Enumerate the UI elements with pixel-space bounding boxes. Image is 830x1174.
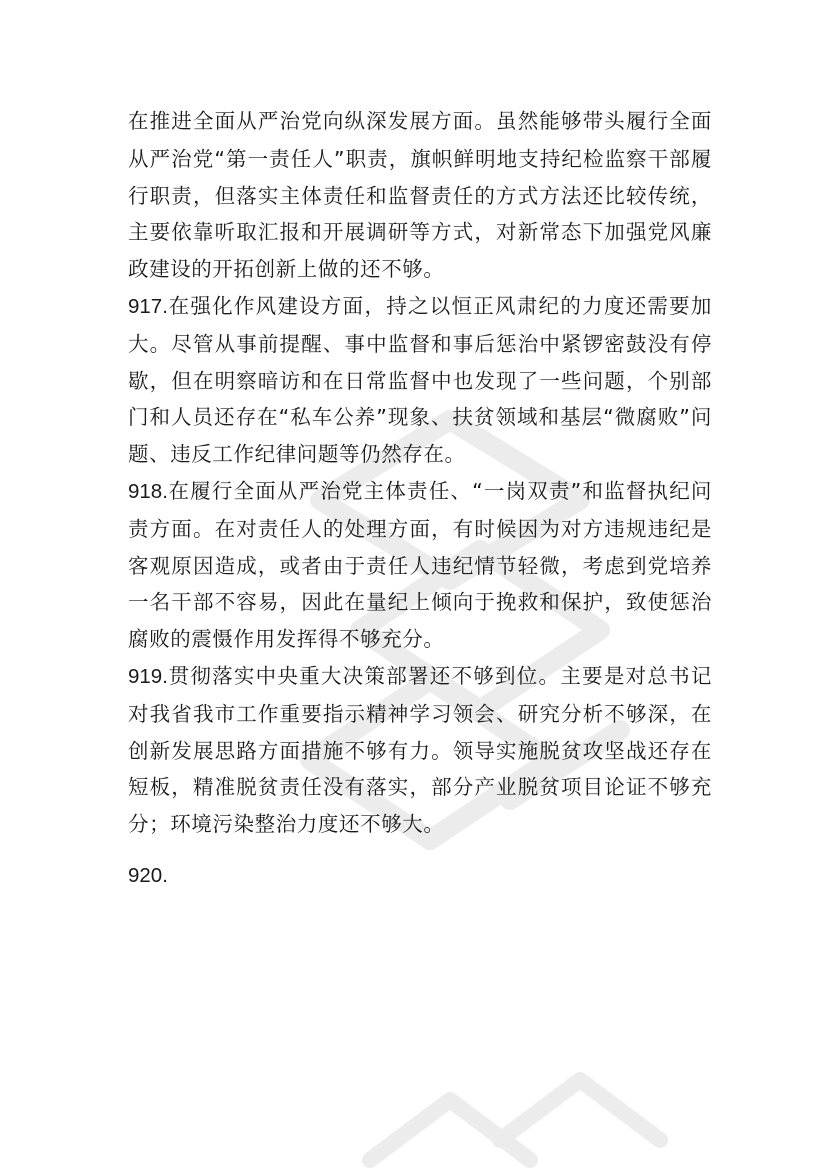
- watermark-logo-lower: [330, 1050, 690, 1174]
- paragraph-916-continued: [128, 103, 712, 288]
- paragraph-number: 917.: [128, 294, 168, 318]
- paragraph-number: 920.: [128, 863, 168, 887]
- document-body: [128, 103, 712, 895]
- paragraph-number: 919.: [128, 664, 168, 688]
- paragraph-text: 在推进全面从严治党向纵深发展方面。虽然能够带头履行全面从严治党“第一责任人”职责，旗帜鲜明地支持纪检监察干部履行职责，但落实主体责任和监督责任的方式方法还比较传统，主要依靠听取汇报和开展调研等方式，对新常态下加强党风廉政建设的开拓创新上做的还不够。: [128, 109, 712, 282]
- paragraph-920: [128, 857, 712, 895]
- paragraph-917: [128, 288, 712, 473]
- paragraph-text: 在强化作风建设方面，持之以恒正风肃纪的力度还需要加大。尽管从事前提醒、事中监督和事后惩治中紧锣密鼓没有停歇，但在明察暗访和在日常监督中也发现了一些问题，个别部门和人员还存在“私车公养”现象、扶贫领域和基层“微腐败”问题、违反工作纪律问题等仍然存在。: [128, 293, 712, 467]
- paragraph-text: 在履行全面从严治党主体责任、“一岗双责”和监督执纪问责方面。在对责任人的处理方面，有时候因为对方违规违纪是客观原因造成，或者由于责任人违纪情节轻微，考虑到党培养一名干部不容易，因此在量纪上倾向于挽救和保护，致使惩治腐败的震慑作用发挥得不够充分。: [128, 478, 712, 652]
- paragraph-918: [128, 473, 712, 658]
- paragraph-919: [128, 658, 712, 843]
- paragraph-number: 918.: [128, 479, 168, 503]
- paragraph-text: 贯彻落实中央重大决策部署还不够到位。主要是对总书记对我省我市工作重要指示精神学习领会、研究分析不够深，在创新发展思路方面措施不够有力。领导实施脱贫攻坚战还存在短板，精准脱贫责任没有落实，部分产业脱贫项目论证不够充分；环境污染整治力度还不够大。: [128, 663, 712, 837]
